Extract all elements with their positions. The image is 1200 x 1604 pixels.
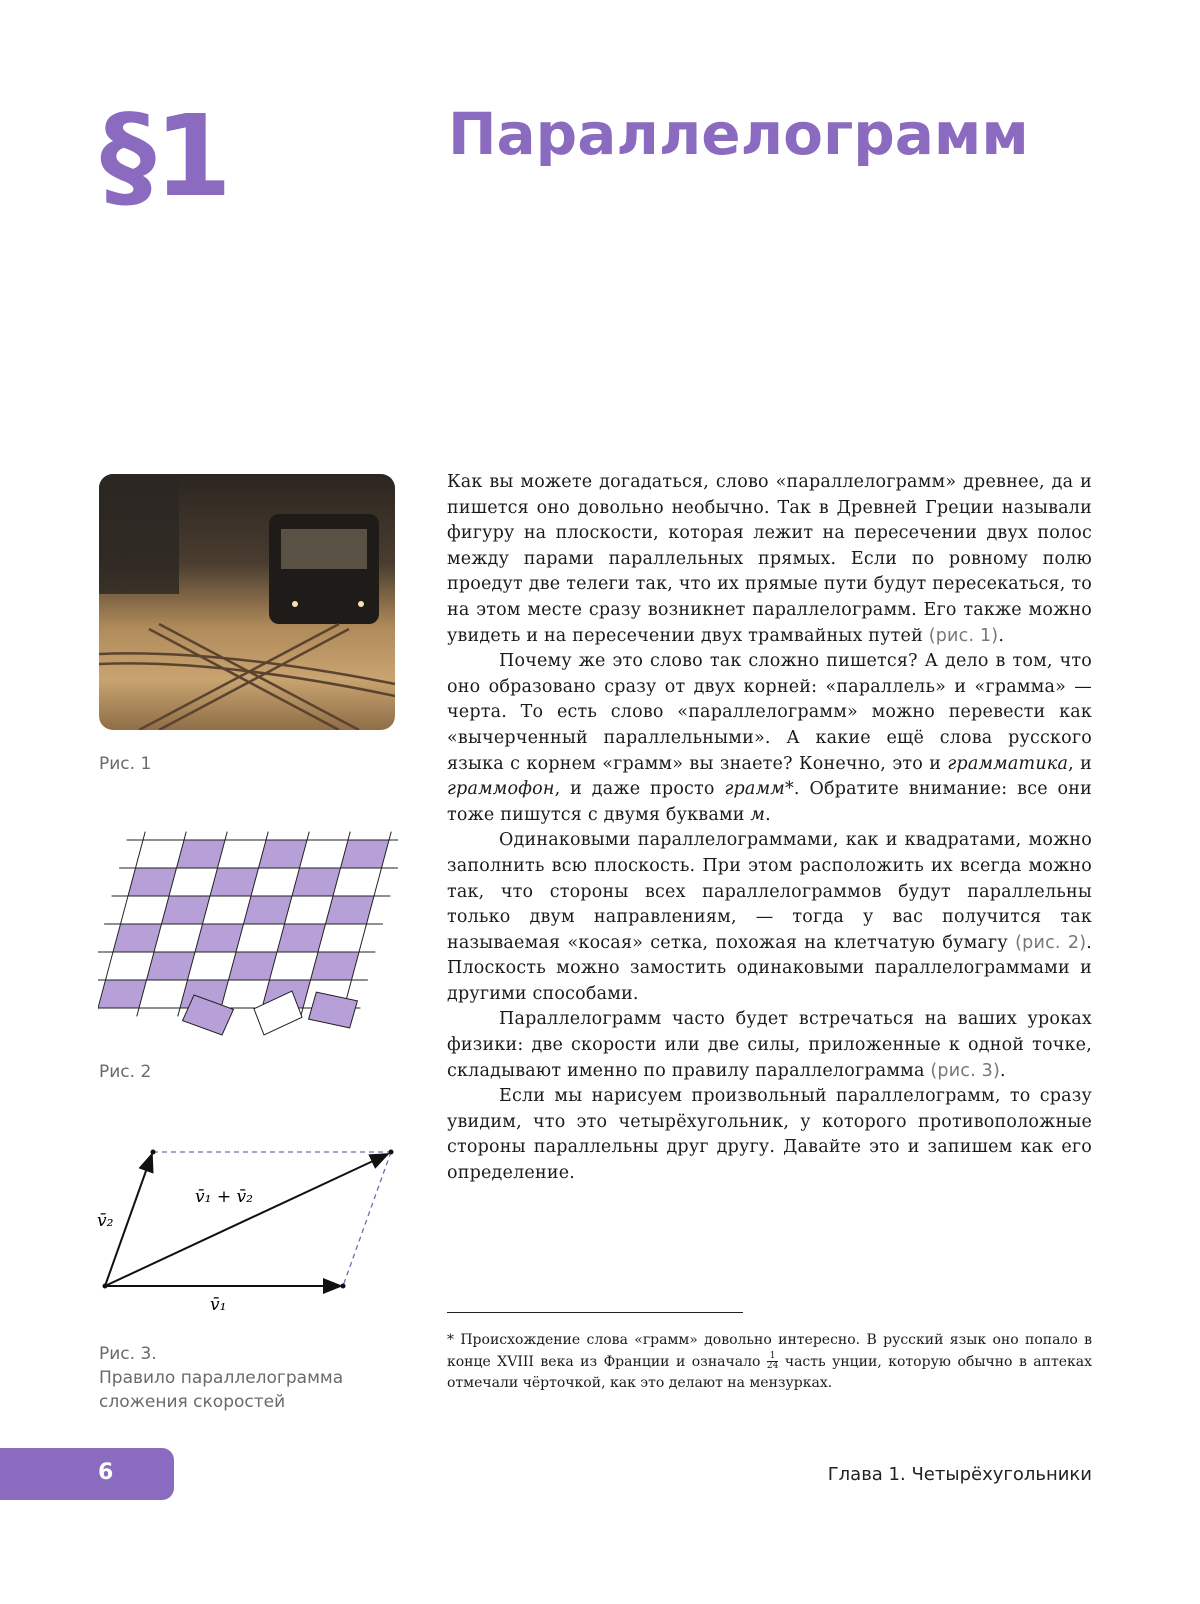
- figure-3-caption: [99, 1342, 379, 1414]
- text: , и: [1068, 753, 1092, 774]
- loose-tile: [309, 992, 358, 1029]
- grid-tile: [311, 952, 360, 980]
- grid-tile: [326, 896, 375, 924]
- grid-tile: [341, 840, 390, 868]
- grid-tile: [210, 868, 259, 896]
- page-number-tab: [0, 1448, 174, 1500]
- figure-3-caption-text: Правило параллелограмма сложения скоростей: [99, 1368, 344, 1412]
- grid-tile: [229, 952, 278, 980]
- grid-tile: [162, 896, 211, 924]
- figure-2-caption: Рис. 2: [99, 1062, 152, 1082]
- grid-tile: [244, 896, 293, 924]
- figure-3-vector-diagram: [95, 1140, 405, 1324]
- paragraph: Почему же это слово так сложно пишется? А дело в том, что оно образовано сразу от двух корней: «параллель» и «грамма» — черта. То есть слово «параллелограмм» можно перевести как «вычерченный параллельными». А какие ещё слова русского языка с корнем «грамм» вы знаете? Конечно, это и грамматика, и граммофон, и даже просто грамм*. Обратите внимание: все они тоже пишутся с двумя буквами м.: [447, 651, 1093, 825]
- paragraph: Параллелограмм часто будет встречаться на ваших уроках физики: две скорости или две силы, приложенные к одной точке, складывают именно по правилу параллелограмма (рис. 3).: [447, 1009, 1092, 1081]
- text: , и даже просто: [554, 779, 715, 800]
- grid-tile: [259, 840, 308, 868]
- figure-3-caption-number: Рис. 3.: [99, 1344, 157, 1364]
- text: Одинаковыми параллелограммами, как и квадратами, можно заполнить всю плоскость. При этом расположить их всегда можно так, что стороны всех параллелограммов будут параллельны только двум направлениям, — тогда у вас получится так называемая «косая» сетка, похожая на клетчатую бумагу: [447, 830, 1092, 953]
- grid-tile: [292, 868, 341, 896]
- text: Как вы можете догадаться, слово «параллелограмм» древнее, да и пишется оно довольно необычно. Так в Древней Греции называли фигуру на плоскости, которая лежит на пересечении двух полос между парами параллельных прямых. Если по ровному полю проедут две телеги так, что их прямые пути будут пересекаться, то на этом месте сразу возникнет параллелограмм. Его также можно увидеть и на пересечении двух трамвайных путей: [447, 472, 1092, 646]
- figure-ref[interactable]: (рис. 2): [1015, 932, 1087, 953]
- denominator: 24: [766, 1361, 779, 1371]
- paragraph: [447, 828, 1092, 1007]
- figure-1-caption: Рис. 1: [99, 754, 152, 774]
- text: . Плоскость можно замостить одинаковыми параллелограммами и другими способами.: [447, 932, 1093, 1004]
- section-number: §1: [100, 92, 230, 222]
- figure-ref[interactable]: (рис. 1): [928, 625, 999, 646]
- v1-label: v̄₁: [210, 1295, 227, 1315]
- grid-tile: [98, 980, 147, 1008]
- main-text: [447, 470, 1092, 1187]
- page-number: 6: [98, 1460, 114, 1485]
- footnote: [447, 1330, 1092, 1395]
- grid-tile: [113, 924, 162, 952]
- paragraph: Если мы нарисуем произвольный параллелограмм, то сразу увидим, что это четырёхугольник, у которого противоположные стороны параллельны друг другу. Давайте это и запишем как его определение.: [447, 1086, 1092, 1184]
- grid-tile: [147, 952, 196, 980]
- footnote-text: * Происхождение слова «грамм» довольно интересно. В русский язык оно попало в конце XVIII века из Франции и означало: [447, 1332, 1092, 1370]
- grid-tile: [277, 924, 326, 952]
- numerator: 1: [767, 1352, 778, 1362]
- figure-ref[interactable]: (рис. 3): [930, 1060, 1000, 1081]
- text: Почему же это слово так сложно пишется? А дело в том, что оно образовано сразу от двух корней: «параллель» и «грамма» — черта. То есть слово «параллелограмм» можно перевести как «вычерченный параллельными». А какие ещё слова русского языка с корнем «грамм» вы знаете? Конечно, это и: [447, 651, 1092, 774]
- emphasis: грамматика: [947, 753, 1069, 774]
- figure-2-oblique-grid: [98, 830, 398, 1049]
- sum-vector-label: v̄₁ + v̄₂: [195, 1187, 253, 1207]
- text: Параллелограмм часто будет встречаться на ваших уроках физики: две скорости или две силы, приложенные к одной точке, складывают именно по правилу параллелограмма: [447, 1009, 1092, 1081]
- chapter-title: Глава 1. Четырёхугольники: [827, 1464, 1092, 1485]
- paragraph: Как вы можете догадаться, слово «параллелограмм» древнее, да и пишется оно довольно необычно. Так в Древней Греции называли фигуру на плоскости, которая лежит на пересечении двух полос между парами параллельных прямых. Если по ровному полю проедут две телеги так, что их прямые пути будут пересекаться, то на этом месте сразу возникнет параллелограмм. Его также можно увидеть и на пересечении двух трамвайных путей (рис. 1).: [447, 472, 1092, 646]
- fraction: [767, 1352, 778, 1371]
- grid-tile: [177, 840, 226, 868]
- v2-label: v̄₂: [97, 1211, 114, 1231]
- emphasis: грамм: [724, 779, 785, 800]
- emphasis: граммофон: [447, 779, 555, 800]
- footnote-text: часть унции, которую обычно в аптеках отмечали чёрточкой, как это делают на мензурках.: [447, 1353, 1092, 1391]
- text: *. Обратите внимание: все они тоже пишутся с двумя буквами: [447, 779, 1093, 825]
- emphasis: м: [750, 804, 766, 825]
- page-title: Параллелограмм: [448, 100, 1029, 168]
- footnote-divider: [447, 1312, 743, 1313]
- figure-1-tram-photo: [99, 474, 395, 730]
- grid-tile: [195, 924, 244, 952]
- grid-tile: [128, 868, 177, 896]
